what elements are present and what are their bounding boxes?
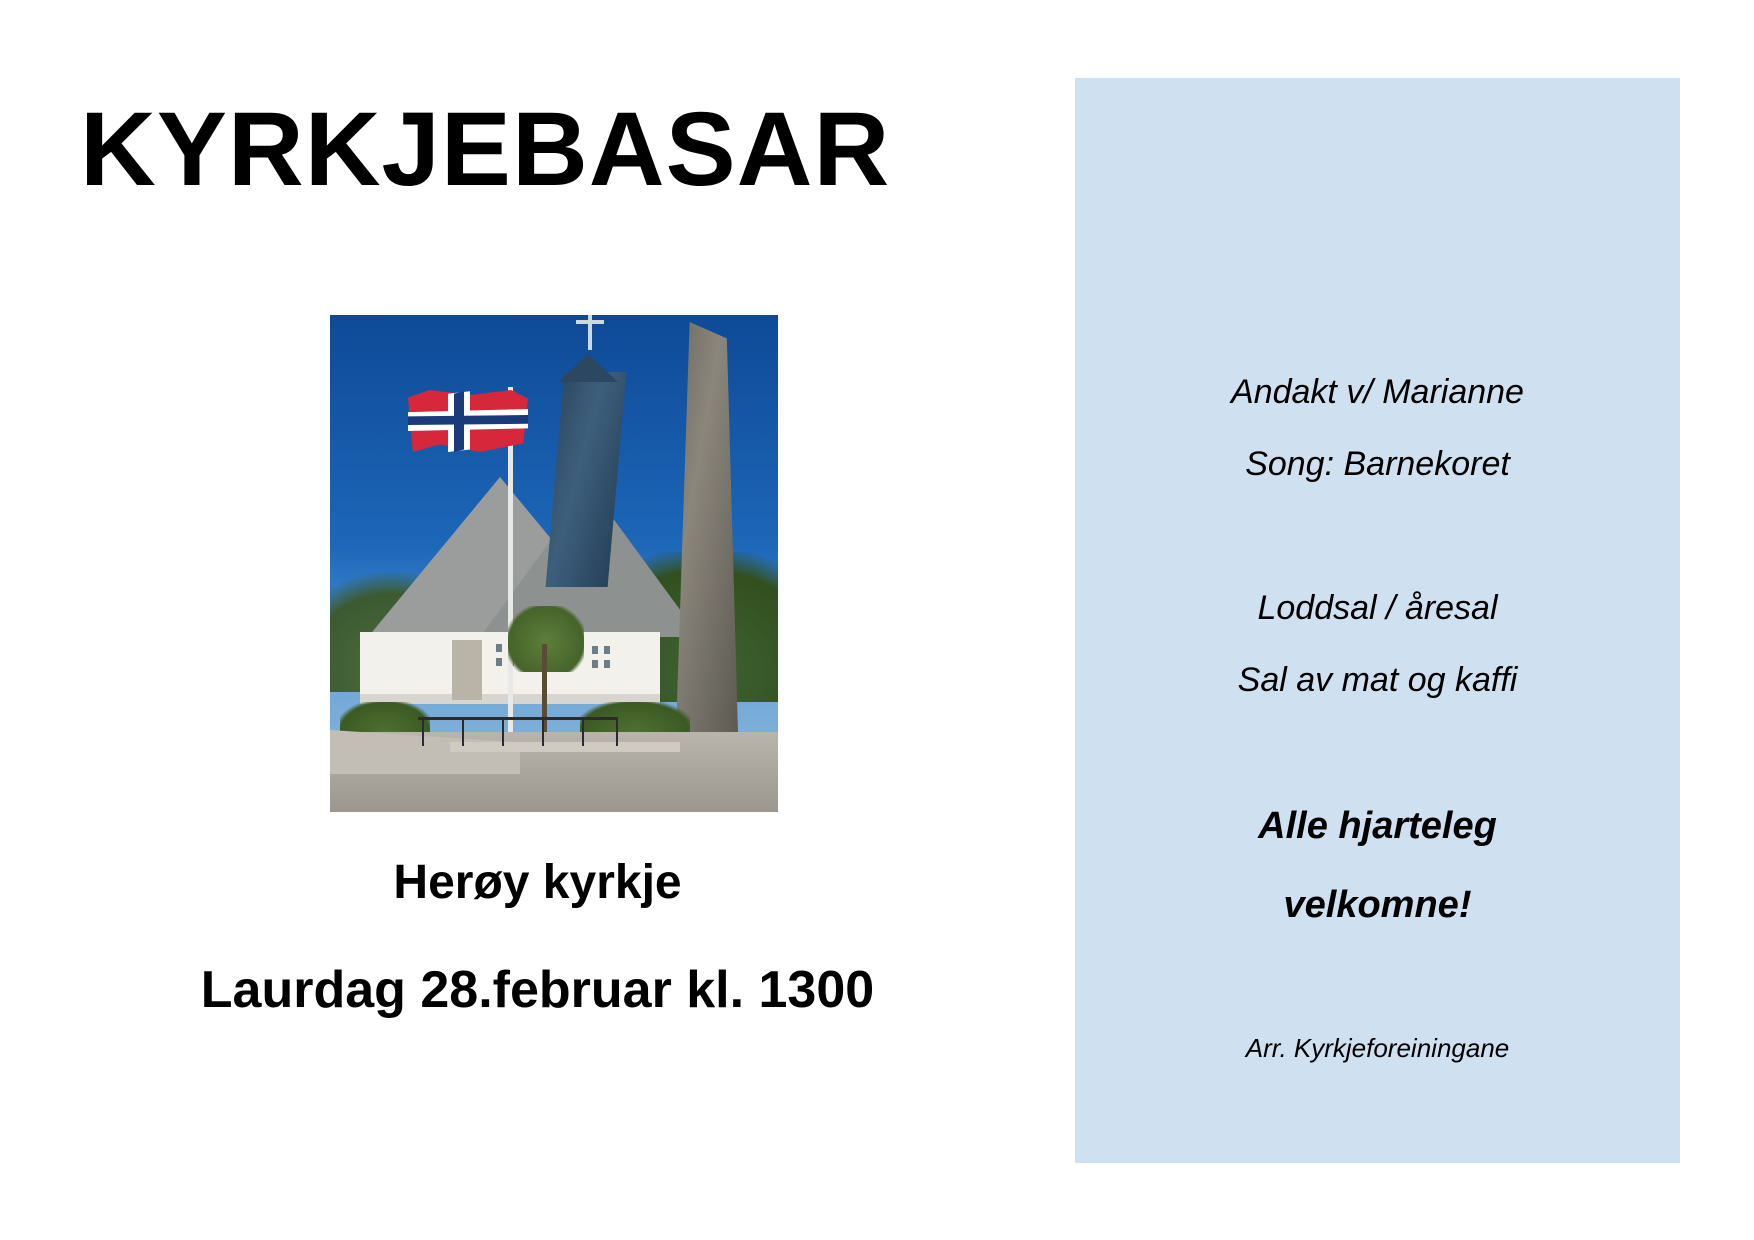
panel-line-welcome-1: Alle hjarteleg (1258, 805, 1497, 847)
info-panel (1075, 78, 1680, 1163)
photo-window (592, 646, 598, 654)
caption-place: Herøy kyrkje (393, 856, 682, 909)
panel-line-loddsal: Loddsal / åresal (1257, 589, 1498, 627)
caption-datetime: Laurdag 28.februar kl. 1300 (200, 961, 875, 1019)
photo-window (604, 646, 610, 654)
photo-sky (330, 315, 778, 812)
photo-window (604, 660, 610, 668)
photo-railing-post (582, 718, 584, 746)
photo-flag-blue-cross-vertical (454, 390, 464, 452)
photo-railing-post (422, 718, 424, 746)
photo-railing-post (462, 718, 464, 746)
photo-church-door (452, 640, 482, 700)
panel-line-organizer: Arr. Kyrkjeforeiningane (1245, 1033, 1510, 1063)
photo-window (592, 660, 598, 668)
photo-curb (450, 742, 680, 752)
heroy-church-photo (330, 315, 778, 812)
photo-railing-post (502, 718, 504, 746)
photo-railing-post (616, 718, 618, 746)
photo-window (496, 644, 502, 652)
photo-cross-horizontal (576, 320, 604, 324)
photo-flag-blue-cross-horizontal (408, 415, 528, 425)
photo-railing (418, 717, 618, 720)
panel-line-mat: Sal av mat og kaffi (1237, 661, 1518, 699)
panel-line-andakt: Andakt v/ Marianne (1231, 373, 1524, 411)
page-title: KYRKJEBASAR (80, 91, 891, 208)
photo-standing-stone (676, 322, 738, 732)
photo-railing-post (542, 718, 544, 746)
photo-church-tower-top (558, 354, 618, 382)
panel-line-welcome-2: velkomne! (1283, 884, 1472, 926)
photo-window (496, 658, 502, 666)
panel-line-song: Song: Barnekoret (1245, 445, 1510, 483)
